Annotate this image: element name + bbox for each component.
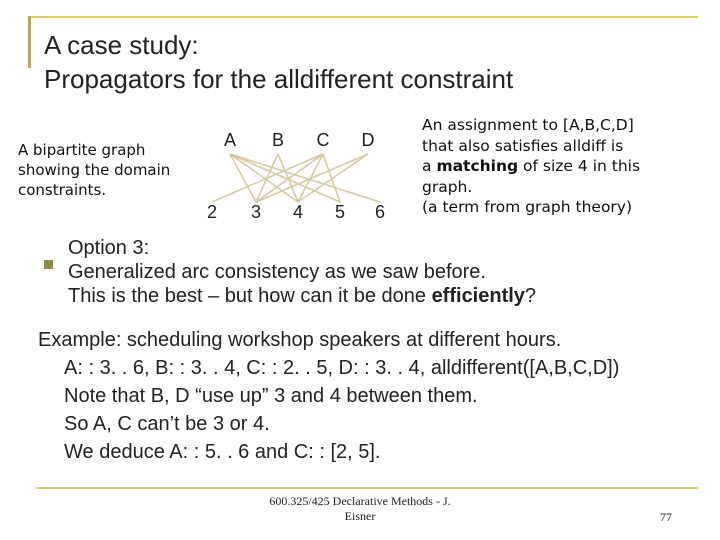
- example-line-1: Example: scheduling workshop speakers at different hours.: [38, 329, 562, 351]
- efficiently-term: efficiently: [431, 285, 525, 307]
- option-line-3: [68, 284, 536, 308]
- node-C: C: [316, 130, 330, 150]
- right-line-3-post: of size 4 in this: [518, 157, 641, 175]
- node-2: 2: [206, 202, 218, 222]
- example-line-3: Note that B, D “use up” 3 and 4 between them.: [64, 385, 478, 407]
- left-annotation-line-3: constraints.: [18, 181, 107, 199]
- node-A: A: [223, 130, 237, 150]
- right-annotation-line-5: (a term from graph theory): [422, 198, 633, 216]
- footer-rule: [36, 487, 698, 489]
- node-4: 4: [292, 202, 304, 222]
- option-line-1: Option 3:: [68, 237, 150, 259]
- right-annotation-line-1: An assignment to [A,B,C,D]: [422, 116, 634, 134]
- node-B: B: [271, 130, 285, 150]
- page-number: 77: [660, 510, 672, 524]
- matching-term: matching: [436, 157, 519, 175]
- right-annotation-line-2: that also satisfies alldiff is: [422, 136, 624, 155]
- bipartite-graph: [190, 120, 420, 230]
- option-line-3-post: ?: [524, 285, 537, 307]
- footer-line-1: 600.325/425 Declarative Methods - J.: [269, 494, 451, 508]
- node-3: 3: [250, 202, 262, 222]
- example-line-2: A: : 3. . 6, B: : 3. . 4, C: : 2. . 5, D: : 3. . 4, alldifferent([A,B,C,D]): [64, 357, 620, 379]
- example-block: [38, 326, 619, 466]
- left-annotation-line-1: A bipartite graph: [18, 141, 146, 159]
- example-line-4: So A, C can’t be 3 or 4.: [64, 413, 270, 435]
- left-annotation: [18, 140, 170, 200]
- example-line-5: We deduce A: : 5. . 6 and C: : [2, 5].: [64, 441, 381, 463]
- left-annotation-line-2: showing the domain: [18, 161, 171, 179]
- edge-C-5: [323, 154, 340, 202]
- square-bullet-icon: [44, 260, 53, 269]
- title-top-rule: [28, 16, 698, 18]
- right-annotation: [422, 115, 692, 218]
- right-line-3-pre: a: [422, 157, 437, 175]
- right-annotation-line-3: [422, 156, 692, 177]
- edge-A-5: [230, 154, 340, 202]
- right-annotation-line-4: graph.: [422, 177, 473, 196]
- title-left-rule: [28, 16, 31, 68]
- title-line-2: Propagators for the alldifferent constraint: [44, 64, 514, 94]
- slide-title: [44, 28, 513, 96]
- option-3-block: [68, 236, 536, 308]
- title-line-1: A case study:: [44, 30, 199, 60]
- node-6: 6: [374, 202, 386, 222]
- footer-citation: [250, 494, 470, 524]
- node-D: D: [361, 130, 375, 150]
- footer-line-2: Eisner: [344, 509, 376, 523]
- node-5: 5: [334, 202, 346, 222]
- option-line-2: Generalized arc consistency as we saw before.: [68, 261, 486, 283]
- option-line-3-pre: This is the best – but how can it be done: [68, 285, 432, 307]
